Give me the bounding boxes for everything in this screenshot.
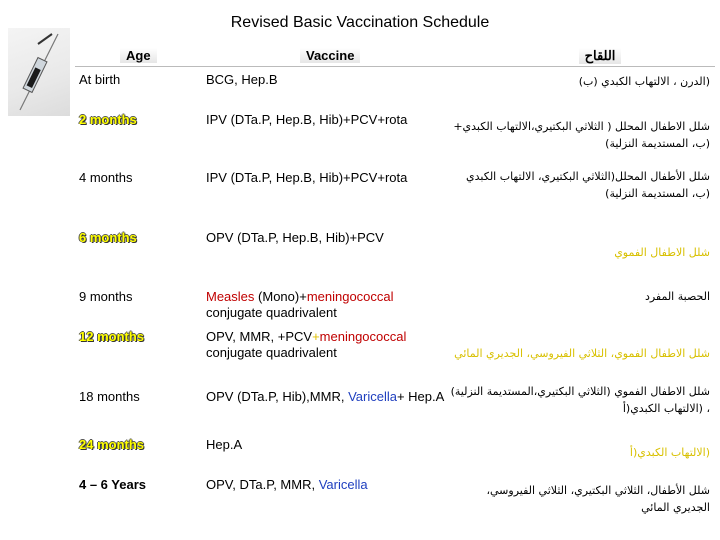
header-age: Age bbox=[120, 48, 160, 64]
vaccine-text-part: meningococcal bbox=[319, 329, 407, 344]
arabic-cell: شلل الاطفال الفموي، الثلاثي الفيروسي، الجديري المائي bbox=[454, 347, 710, 360]
vaccine-text-part: + Hep.A bbox=[396, 389, 445, 404]
vaccine-text-part: + bbox=[312, 329, 320, 344]
age-cell: 12 months bbox=[79, 329, 145, 344]
vaccine-text-part: OPV (DTa.P, Hep.B, Hib)+PCV bbox=[206, 230, 384, 245]
page-title: Revised Basic Vaccination Schedule bbox=[230, 14, 490, 31]
vaccine-cell bbox=[206, 389, 446, 405]
vaccine-text-part: meningococcal bbox=[306, 289, 394, 304]
header-vaccine: Vaccine bbox=[300, 48, 380, 64]
vaccine-cell bbox=[206, 289, 446, 321]
vaccine-cell bbox=[206, 230, 446, 246]
arabic-cell: شلل الاطفال الفموي bbox=[614, 246, 710, 259]
age-cell: 18 months bbox=[79, 389, 140, 404]
header-divider bbox=[75, 66, 715, 67]
age-cell: 4 months bbox=[79, 170, 133, 185]
vaccine-text-part: OPV, MMR, +PCV bbox=[206, 329, 313, 344]
age-cell: 2 months bbox=[79, 112, 137, 127]
arabic-cell: (الدرن ، الالتهاب الكبدي (ب) bbox=[578, 75, 710, 88]
vaccine-cell bbox=[206, 170, 446, 186]
vaccine-text-part: BCG, Hep.B bbox=[206, 72, 278, 87]
vaccine-cell bbox=[206, 112, 446, 128]
vaccine-text-part: Hep.A bbox=[206, 437, 243, 452]
vaccine-cell bbox=[206, 72, 446, 88]
vaccine-cell bbox=[206, 437, 446, 453]
age-cell: 9 months bbox=[79, 289, 133, 304]
vaccine-text-part: IPV (DTa.P, Hep.B, Hib)+PCV+rota bbox=[206, 170, 408, 185]
arabic-cell: شلل الأطفال، الثلاثي البكتيري، الثلاثي الفيروسي، الجديري المائي bbox=[486, 484, 710, 514]
vaccine-text-part: OPV, DTa.P, MMR, bbox=[206, 477, 319, 492]
vaccine-text-part: Varicella bbox=[348, 389, 397, 404]
age-cell: 4 – 6 Years bbox=[79, 477, 146, 492]
vaccine-text-part: Measles bbox=[206, 289, 259, 304]
header-arabic: اللقاح bbox=[560, 48, 640, 64]
arabic-cell: الحصبة المفرد bbox=[644, 290, 710, 303]
vaccine-text-part: IPV (DTa.P, Hep.B, Hib)+PCV+rota bbox=[206, 112, 408, 127]
vaccine-text-part: conjugate quadrivalent bbox=[206, 345, 337, 360]
age-cell: 24 months bbox=[79, 437, 145, 452]
vaccine-text-part: (Mono)+ bbox=[258, 289, 307, 304]
syringe-image bbox=[8, 28, 70, 116]
arabic-cell: شلل الاطفال الفموي (الثلاثي البكتيري،المستديمة النزلية) ، (الالتهاب الكبدي(أ bbox=[450, 385, 710, 415]
vaccine-text-part: Varicella bbox=[318, 477, 368, 492]
vaccine-text-part: conjugate quadrivalent bbox=[206, 305, 337, 320]
vaccine-cell bbox=[206, 477, 446, 493]
age-cell: 6 months bbox=[79, 230, 137, 245]
arabic-cell: (الالتهاب الكبدي(أ bbox=[629, 446, 710, 459]
arabic-cell: شلل الاطفال المحلل ( الثلاثي البكتيري،الالتهاب الكبدي+ (ب، المستديمة النزلية) bbox=[453, 120, 710, 150]
arabic-cell: شلل الأطفال المحلل(الثلاثي البكتيري، الالتهاب الكبدي (ب، المستديمة النزلية) bbox=[466, 170, 710, 200]
age-cell: At birth bbox=[79, 72, 121, 87]
vaccine-cell bbox=[206, 329, 446, 361]
vaccine-text-part: OPV (DTa.P, Hib),MMR, bbox=[206, 389, 349, 404]
